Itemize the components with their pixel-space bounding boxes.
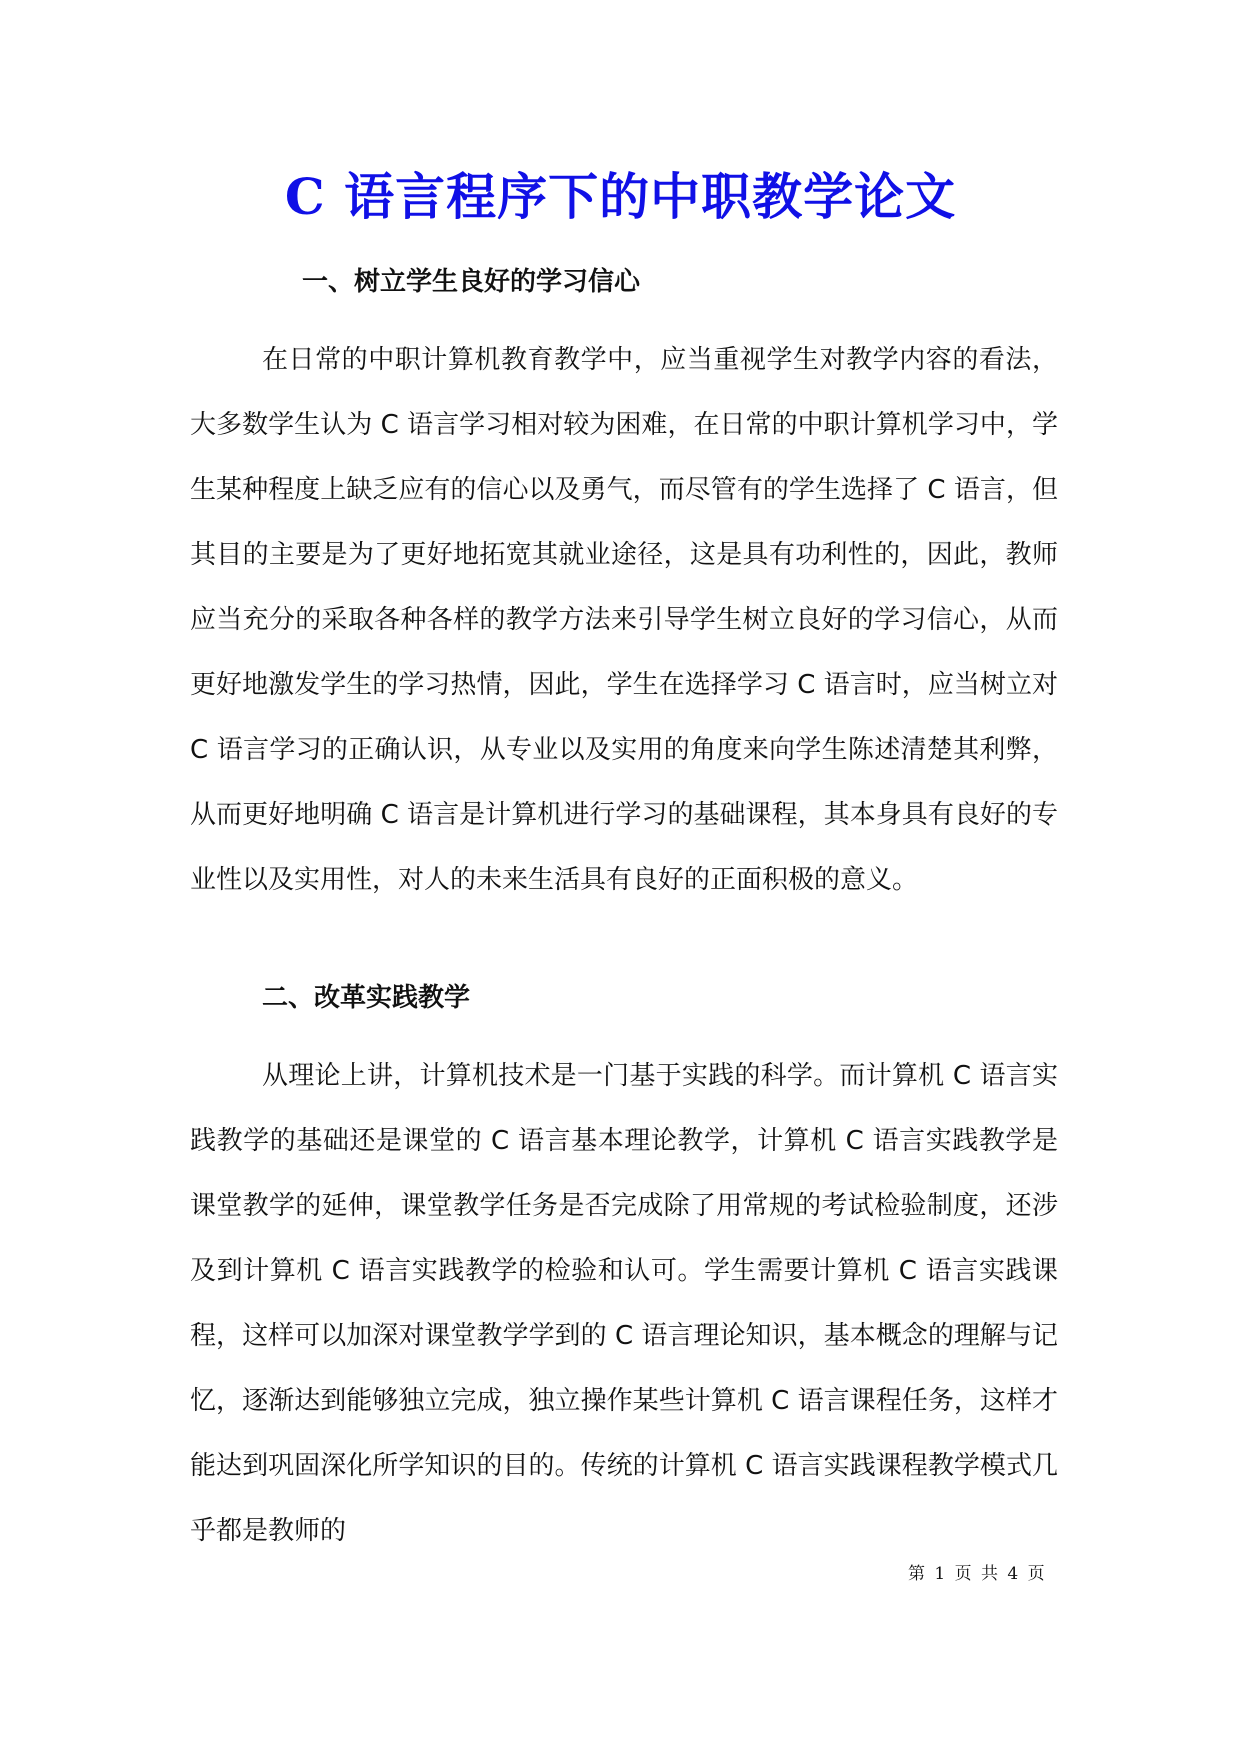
page-number-footer: 第 1 页 共 4 页 — [908, 1564, 1047, 1584]
section-heading-1: 一、树立学生良好的学习信心 — [302, 267, 641, 297]
document-title: C 语言程序下的中职教学论文 — [284, 167, 957, 226]
section-heading-2: 二、改革实践教学 — [262, 983, 471, 1013]
section-paragraph-2: 从理论上讲，计算机技术是一门基于实践的科学。而计算机 C 语言实践教学的基础还是课堂的 C 语言基本理论教学，计算机 C 语言实践教学是课堂教学的延伸，课堂教学任务是否完成除了用常规的考试检验制度，还涉及到计算机 C 语言实践教学的检验和认可。学生需要计算机 C 语言实践课程，这样可以加深对课堂教学学到的 C 语言理论知识，基本概念的理解与记忆，逐渐达到能够独立完成，独立操作某些计算机 C 语言课程任务，这样才能达到巩固深化所学知识的目的。传统的计算机 C 语言实践课程教学模式几乎都是教师的 — [190, 1061, 1058, 1546]
section-paragraph-1: 在日常的中职计算机教育教学中，应当重视学生对教学内容的看法，大多数学生认为 C 语言学习相对较为困难，在日常的中职计算机学习中，学生某种程度上缺乏应有的信心以及勇气，而尽管有的学生选择了 C 语言，但其目的主要是为了更好地拓宽其就业途径，这是具有功利性的，因此，教师应当充分的采取各种各样的教学方法来引导学生树立良好的学习信心，从而更好地激发学生的学习热情，因此，学生在选择学习 C 语言时，应当树立对 C 语言学习的正确认识，从专业以及实用的角度来向学生陈述清楚其利弊，从而更好地明确 C 语言是计算机进行学习的基础课程，其本身具有良好的专业性以及实用性，对人的未来生活具有良好的正面积极的意义。 — [190, 345, 1058, 895]
